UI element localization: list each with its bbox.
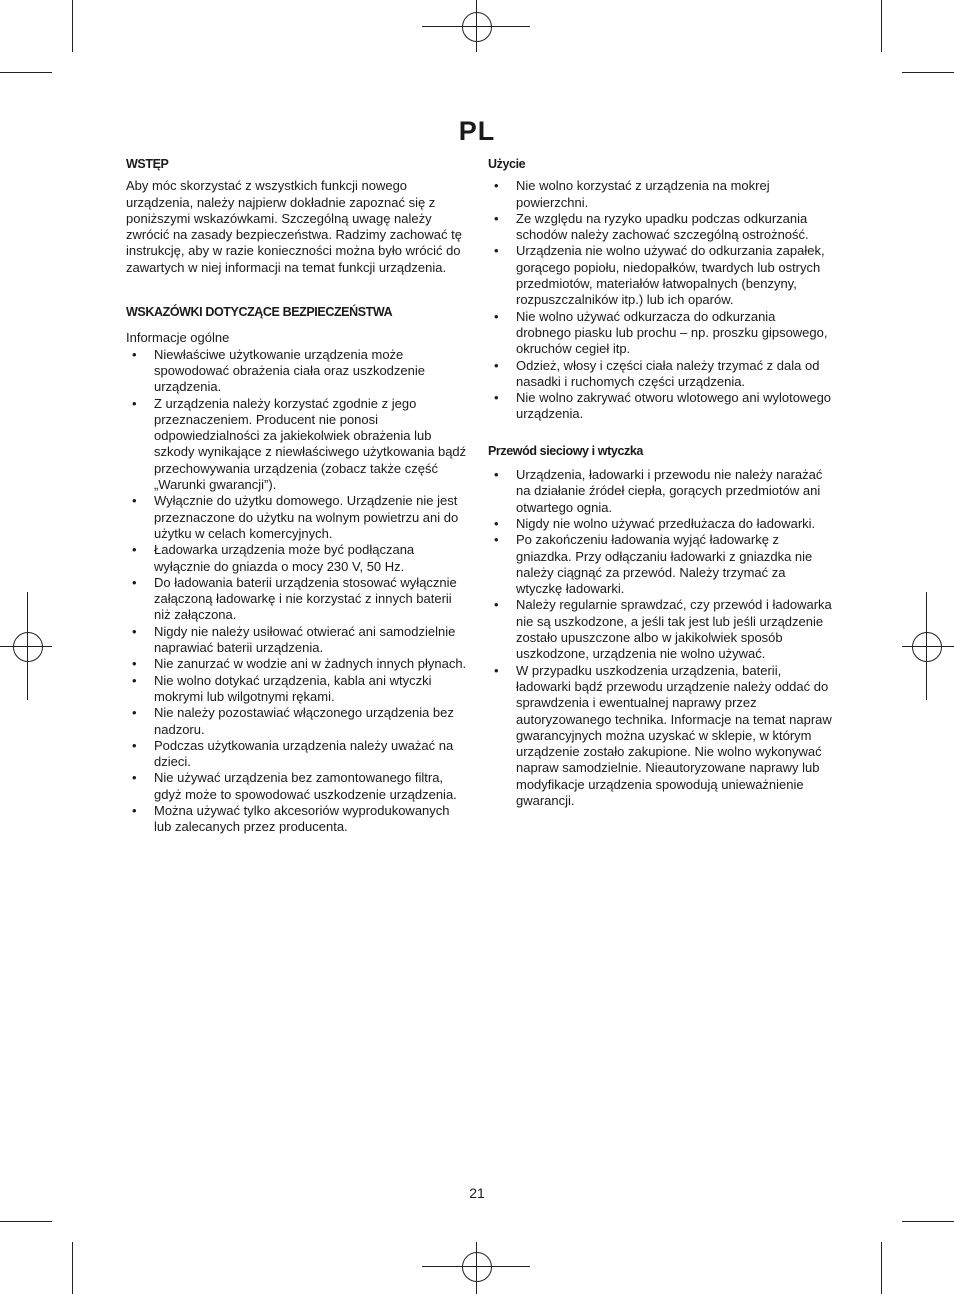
cord-heading: Przewód sieciowy i wtyczka <box>488 443 643 458</box>
list-item: • Do ładowania baterii urządzenia stosować wyłącznie załączoną ładowarkę i nie korzystać z innych baterii niż załączona. <box>126 575 468 624</box>
list-item: • W przypadku uszkodzenia urządzenia, baterii, ładowarki bądź przewodu urządzenie należy oddać do sprawdzenia i ewentualnej naprawy przez autoryzowanego technika. Informacje na temat napraw gwarancyjnych można uzyskać w sklepie, w którym urządzenie zostało zakupione. Nie wolno wykonywać napraw samodzielnie. Nieautoryzowane naprawy lub modyfikacje urządzenia spowodują unieważnienie gwarancji. <box>488 663 832 810</box>
list-item: • Ze względu na ryzyko upadku podczas odkurzania schodów należy zachować szczególną ostrożność. <box>488 211 832 244</box>
list-item: • Nie używać urządzenia bez zamontowanego filtra, gdyż może to spowodować uszkodzenie urządzenia. <box>126 770 468 803</box>
crop-mark <box>72 1242 73 1294</box>
list-item: • Nie wolno korzystać z urządzenia na mokrej powierzchni. <box>488 178 832 211</box>
list-item: • Nigdy nie wolno używać przedłużacza do ładowarki. <box>488 516 832 532</box>
list-item: • Nie wolno używać odkurzacza do odkurzania drobnego piasku lub prochu – np. proszku gipsowego, okruchów cegieł itp. <box>488 309 832 358</box>
language-tag: PL <box>458 116 496 146</box>
crop-mark <box>902 72 954 73</box>
intro-heading: WSTĘP <box>126 157 169 171</box>
crop-mark <box>881 0 882 52</box>
registration-mark <box>912 632 942 662</box>
right-column <box>488 156 832 829</box>
registration-mark <box>462 12 492 42</box>
general-safety-list <box>126 347 468 836</box>
crop-mark <box>902 1221 954 1222</box>
crop-mark <box>881 1242 882 1294</box>
crop-mark <box>72 0 73 52</box>
list-item: • Należy regularnie sprawdzać, czy przewód i ładowarka nie są uszkodzone, a jeśli tak jest lub jeśli urządzenie zostało upuszczone albo w jakikolwiek sposób uszkodzone, urządzenia nie wolno używać. <box>488 597 832 662</box>
list-item: • Nie wolno dotykać urządzenia, kabla ani wtyczki mokrymi lub wilgotnymi rękami. <box>126 673 468 706</box>
list-item: • Nie zanurzać w wodzie ani w żadnych innych płynach. <box>126 656 468 672</box>
list-item: • Z urządzenia należy korzystać zgodnie z jego przeznaczeniem. Producent nie ponosi odpowiedzialności za jakiekolwiek obrażenia lub szkody wynikające z niewłaściwego użytkowania bądź przechowywania urządzenia (zobacz także część „Warunki gwarancji”). <box>126 396 468 494</box>
registration-mark <box>462 1252 492 1282</box>
crop-mark <box>0 72 52 73</box>
list-item: • Wyłącznie do użytku domowego. Urządzenie nie jest przeznaczone do użytku na wolnym powietrzu ani do użytku w celach komercyjnych. <box>126 493 468 542</box>
list-item: • Podczas użytkowania urządzenia należy uważać na dzieci. <box>126 738 468 771</box>
general-info-label: Informacje ogólne <box>126 330 230 346</box>
list-item: • Nie wolno zakrywać otworu wlotowego ani wylotowego urządzenia. <box>488 390 832 423</box>
list-item: • Niewłaściwe użytkowanie urządzenia może spowodować obrażenia ciała oraz uszkodzenie urządzenia. <box>126 347 468 396</box>
list-item: • Nigdy nie należy usiłować otwierać ani samodzielnie naprawiać baterii urządzenia. <box>126 624 468 657</box>
usage-heading: Użycie <box>488 157 526 171</box>
left-column <box>126 156 468 856</box>
list-item: • Urządzenia nie wolno używać do odkurzania zapałek, gorącego popiołu, niedopałków, twardych lub ostrych przedmiotów, materiałów łatwopalnych (benzyny, rozpuszczalników itp.) lub ich oparów. <box>488 243 832 308</box>
list-item: • Odzież, włosy i części ciała należy trzymać z dala od nasadki i ruchomych części urządzenia. <box>488 358 832 391</box>
intro-paragraph: Aby móc skorzystać z wszystkich funkcji nowego urządzenia, należy najpierw dokładnie zapoznać się z poniższymi wskazówkami. Szczególną uwagę należy zwrócić na zasady bezpieczeństwa. Radzimy zachować tę instrukcję, aby w razie konieczności można było wrócić do zawartych w niej informacji na temat funkcji urządzenia. <box>126 178 462 275</box>
crop-mark <box>0 1221 52 1222</box>
list-item: • Nie należy pozostawiać włączonego urządzenia bez nadzoru. <box>126 705 468 738</box>
list-item: • Ładowarka urządzenia może być podłączana wyłącznie do gniazda o mocy 230 V, 50 Hz. <box>126 542 468 575</box>
safety-heading: WSKAZÓWKI DOTYCZĄCE BEZPIECZEŃSTWA <box>126 305 393 320</box>
list-item: • Można używać tylko akcesoriów wyprodukowanych lub zalecanych przez producenta. <box>126 803 468 836</box>
registration-mark <box>13 632 43 662</box>
cord-list <box>488 467 832 809</box>
list-item: • Po zakończeniu ładowania wyjąć ładowarkę z gniazdka. Przy odłączaniu ładowarki z gniazdka nie należy ciągnąć za przewód. Należy trzymać za wtyczkę ładowarki. <box>488 532 832 597</box>
list-item: • Urządzenia, ładowarki i przewodu nie należy narażać na działanie źródeł ciepła, gorących przedmiotów ani otwartego ognia. <box>488 467 832 516</box>
usage-list <box>488 178 832 422</box>
page-number: 21 <box>469 1185 485 1201</box>
